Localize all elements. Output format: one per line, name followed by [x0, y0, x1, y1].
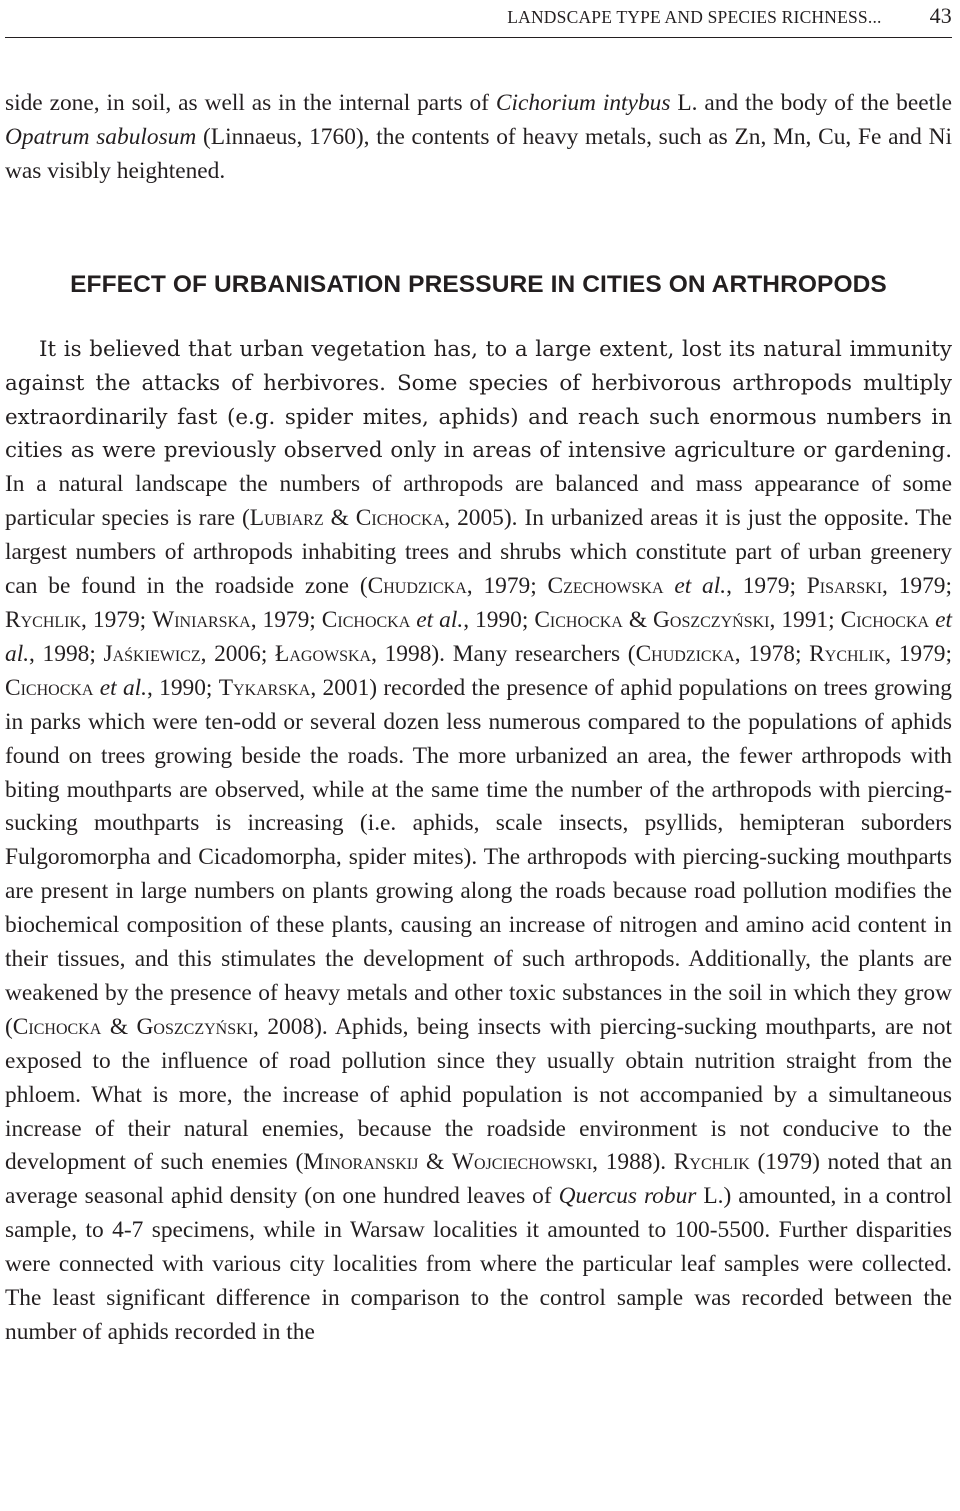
citation-author: Łagowska [275, 640, 372, 667]
citation-author: Winiarska [152, 606, 251, 633]
intro-text: (Linnaeus, 1760), the contents of heavy metals, such as Zn, Mn, Cu, Fe and Ni was visibly heightened. [5, 123, 952, 184]
running-title: LANDSCAPE TYPE AND SPECIES RICHNESS... [507, 7, 882, 27]
citation-author: Chudzicka [367, 573, 467, 600]
paragraph-text: , 1979; [726, 573, 807, 600]
paragraph-text: , 1991; [769, 606, 841, 633]
paragraph-text: , 1990; [463, 606, 535, 633]
paragraph-text: & [323, 505, 356, 532]
paragraph-text: & [418, 1149, 452, 1176]
paragraph-text: , 1979; [250, 606, 322, 633]
paragraph-text: , 1979; [882, 573, 952, 600]
paragraph-text: (1979) noted that an average seasonal aphid density (on one hundred leaves of [5, 1149, 953, 1210]
paragraph-text: L.) amounted, in a control sample, to 4-7 specimens, while in Warsaw localities it amounted to 100-5500. Further disparities were connected with various city localities from where the particular leaf samples were collected. The least significant difference in comparison to the control sample was recorded between the number of aphids recorded in the [5, 1183, 952, 1345]
citation-author: Jaśkiewicz [103, 640, 201, 667]
et-al: et al. [674, 573, 727, 600]
section-heading: EFFECT OF URBANISATION PRESSURE IN CITIES ON ARTHROPODS [70, 270, 887, 298]
paragraph-text: , 1998). Many researchers ( [371, 640, 636, 667]
citation-author: Minoranskij [303, 1149, 419, 1176]
paragraph-text: , 1979; [466, 573, 548, 600]
citation-author: Pisarski [806, 573, 883, 600]
paragraph-text: , 1978; [734, 640, 810, 667]
citation-author: Cichocka [355, 505, 445, 532]
citation-author: Cichocka [5, 674, 94, 701]
citation-author: Cichocka [12, 1013, 102, 1040]
citation-author: Goszczyński [653, 606, 770, 633]
citation-author: Cichocka [840, 606, 930, 633]
paragraph-text: , 1990; [147, 674, 219, 701]
citation-author: Goszczyński [136, 1013, 253, 1040]
paragraph-text: , 1988). [592, 1149, 674, 1176]
page-number: 43 [929, 3, 952, 28]
species-name: Cichorium intybus [495, 90, 671, 116]
species-name: Quercus robur [558, 1183, 697, 1210]
intro-paragraph [5, 87, 952, 189]
citation-author: Rychlik [809, 640, 886, 667]
paragraph-text: , 2001) recorded the presence of aphid populations on trees growing in parks which were ten-odd or several dozen less numerous compared to the populations of aphids found on trees growing beside the roads. The more urbanized an area, the fewer arthropods with biting mouthparts are observed, while at the same time the number of the arthropods with piercing-sucking mouthparts is increasing (i.e. aphids, scale insects, psyllids, hemipteran suborders Fulgoromorpha and Cicadomorpha, spider mites). The arthropods with piercing-sucking mouthparts are present in large numbers on plants growing along the roads because road pollution modifies the biochemical composition of these plants, causing an increase of nitrogen and amino acid content in their tissues, and this stimulates the development of such arthropods. Additionally, the plants are weakened by the presence of heavy metals and other toxic substances in the soil in which they grow ( [5, 674, 952, 1040]
et-al: et al. [5, 606, 952, 667]
running-header [5, 0, 952, 38]
paragraph-text: In a natural landscape the numbers of arthropods are balanced and mass appearance of some particular species is rare ( [5, 471, 952, 532]
intro-text: L. and the body of the beetle [670, 90, 952, 116]
et-al: et al. [416, 606, 464, 633]
paragraph-text: It is believed that urban vegetation has, to a large extent, lost its natural immunity against the attacks of herbivores. Some species of herbivorous arthropods multiply extraordinarily fast (e.g. spider mites, aphids) and reach such enormous numbers in cities as were previously observed only in areas of intensive agriculture or gardening. [5, 336, 952, 464]
paragraph-text: , 1998; [29, 640, 104, 667]
paragraph-text: & [622, 606, 654, 633]
et-al: et al. [99, 674, 148, 701]
body-paragraph [5, 333, 952, 1350]
citation-author: Rychlik [5, 606, 82, 633]
citation-author: Cichocka [321, 606, 411, 633]
citation-author: Rychlik [673, 1149, 750, 1176]
paragraph-text: , 2008). Aphids, being insects with piercing-sucking mouthparts, are not exposed to the influence of road pollution since they usually obtain nutrition straight from the phloem. What is more, the increase of aphid population is not accompanied by a simultaneous increase of their natural enemies, because the roadside environment is not conducive to the development of such enemies ( [5, 1013, 952, 1176]
paragraph-text: , 1979; [885, 640, 953, 667]
paragraph-text [664, 573, 675, 599]
citation-author: Wojciechowski [451, 1149, 593, 1176]
citation-author: Chudzicka [635, 640, 735, 667]
species-name: Opatrum sabulosum [5, 123, 197, 150]
paragraph-text: , 2006; [200, 640, 276, 667]
citation-author: Cichocka [534, 606, 623, 633]
citation-author: Lubiarz [249, 505, 324, 532]
intro-text: side zone, in soil, as well as in the internal parts of [5, 90, 496, 116]
citation-author: Tykarska [218, 674, 311, 701]
citation-author: Czechowska [547, 573, 664, 600]
paragraph-text: , 1979; [81, 606, 153, 633]
paragraph-text: & [101, 1013, 137, 1040]
paragraph-text: , 2005). In urbanized areas it is just the opposite. The largest numbers of arthropods inhabiting trees and shrubs which constitute part of urban greenery can be found in the roadside zone ( [5, 505, 952, 600]
